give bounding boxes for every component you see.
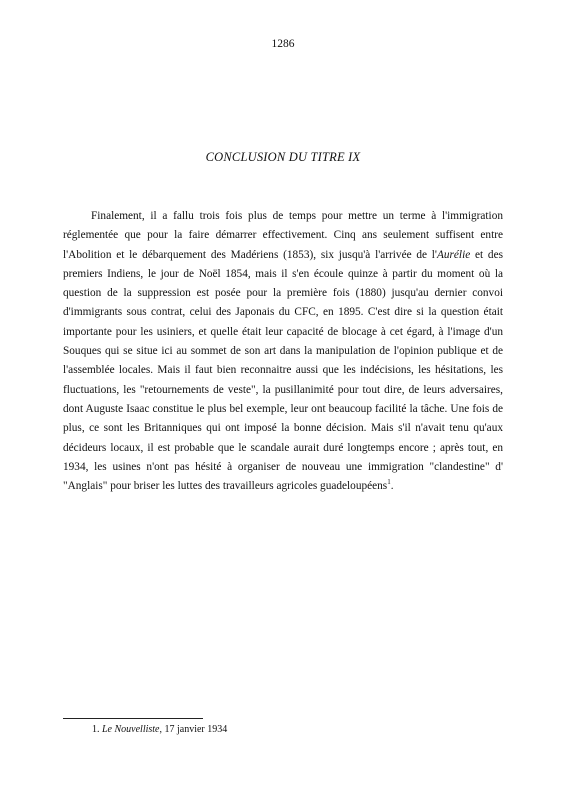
paragraph-text-part2: et des premiers Indiens, le jour de Noël 1854, mais il s'en écoule quinze à partir du moment où la question de la suppression est posée pour la première fois (1880) jusqu'au dernier convoi d'immigrants sous contrat, celui des Japonais du CFC, en 1895. C'est dire si la question était importante pour les usiniers, et quelle était leur capacité de blocage à cet égard, à l'image d'un Souques qui se situe ici au sommet de son art dans la manipulation de l'opinion publique et de l'assemblée locales. Mais il faut bien reconnaitre aussi que les indécisions, les hésitations, les fluctuations, les "retournements de veste", la pusillanimité pour tout dire, de leurs adversaires, dont Auguste Isaac constitue le plus bel exemple, leur ont beaucoup facilité la tâche. Une fois de plus, ce sont les Britanniques qui ont imposé la bonne décision. Mais s'il n'avait tenu qu'aux décideurs locaux, il est probable que le scandale aurait duré longtemps encore ; après tout, en 1934, les usines n'ont pas hésité à organiser de nouveau une immigration "clandestine" d' "Anglais" pour briser les luttes des travailleurs agricoles guadeloupéens: [63, 248, 503, 493]
footnote-number: 1.: [92, 724, 100, 735]
body-paragraph: [63, 207, 503, 496]
footnote-divider: [63, 718, 203, 719]
footnote-date: , 17 janvier 1934: [159, 724, 228, 735]
footnote: [92, 724, 227, 735]
page-number: 1286: [271, 38, 295, 50]
paragraph-end: .: [390, 480, 394, 493]
section-title: CONCLUSION DU TITRE IX: [205, 150, 361, 164]
footnote-reference[interactable]: 1: [387, 478, 391, 487]
footnote-source: Le Nouvelliste: [102, 724, 160, 735]
ship-name: Aurélie: [436, 248, 471, 261]
paragraph-text-part1: Finalement, il a fallu trois fois plus de temps pour mettre un terme à l'immigration réglementée que pour la faire démarrer effectivement. Cinq ans seulement suffisent entre l'Abolition et le débarquement des Madériens (1853), six jusqu'à l'arrivée de l': [63, 210, 503, 261]
